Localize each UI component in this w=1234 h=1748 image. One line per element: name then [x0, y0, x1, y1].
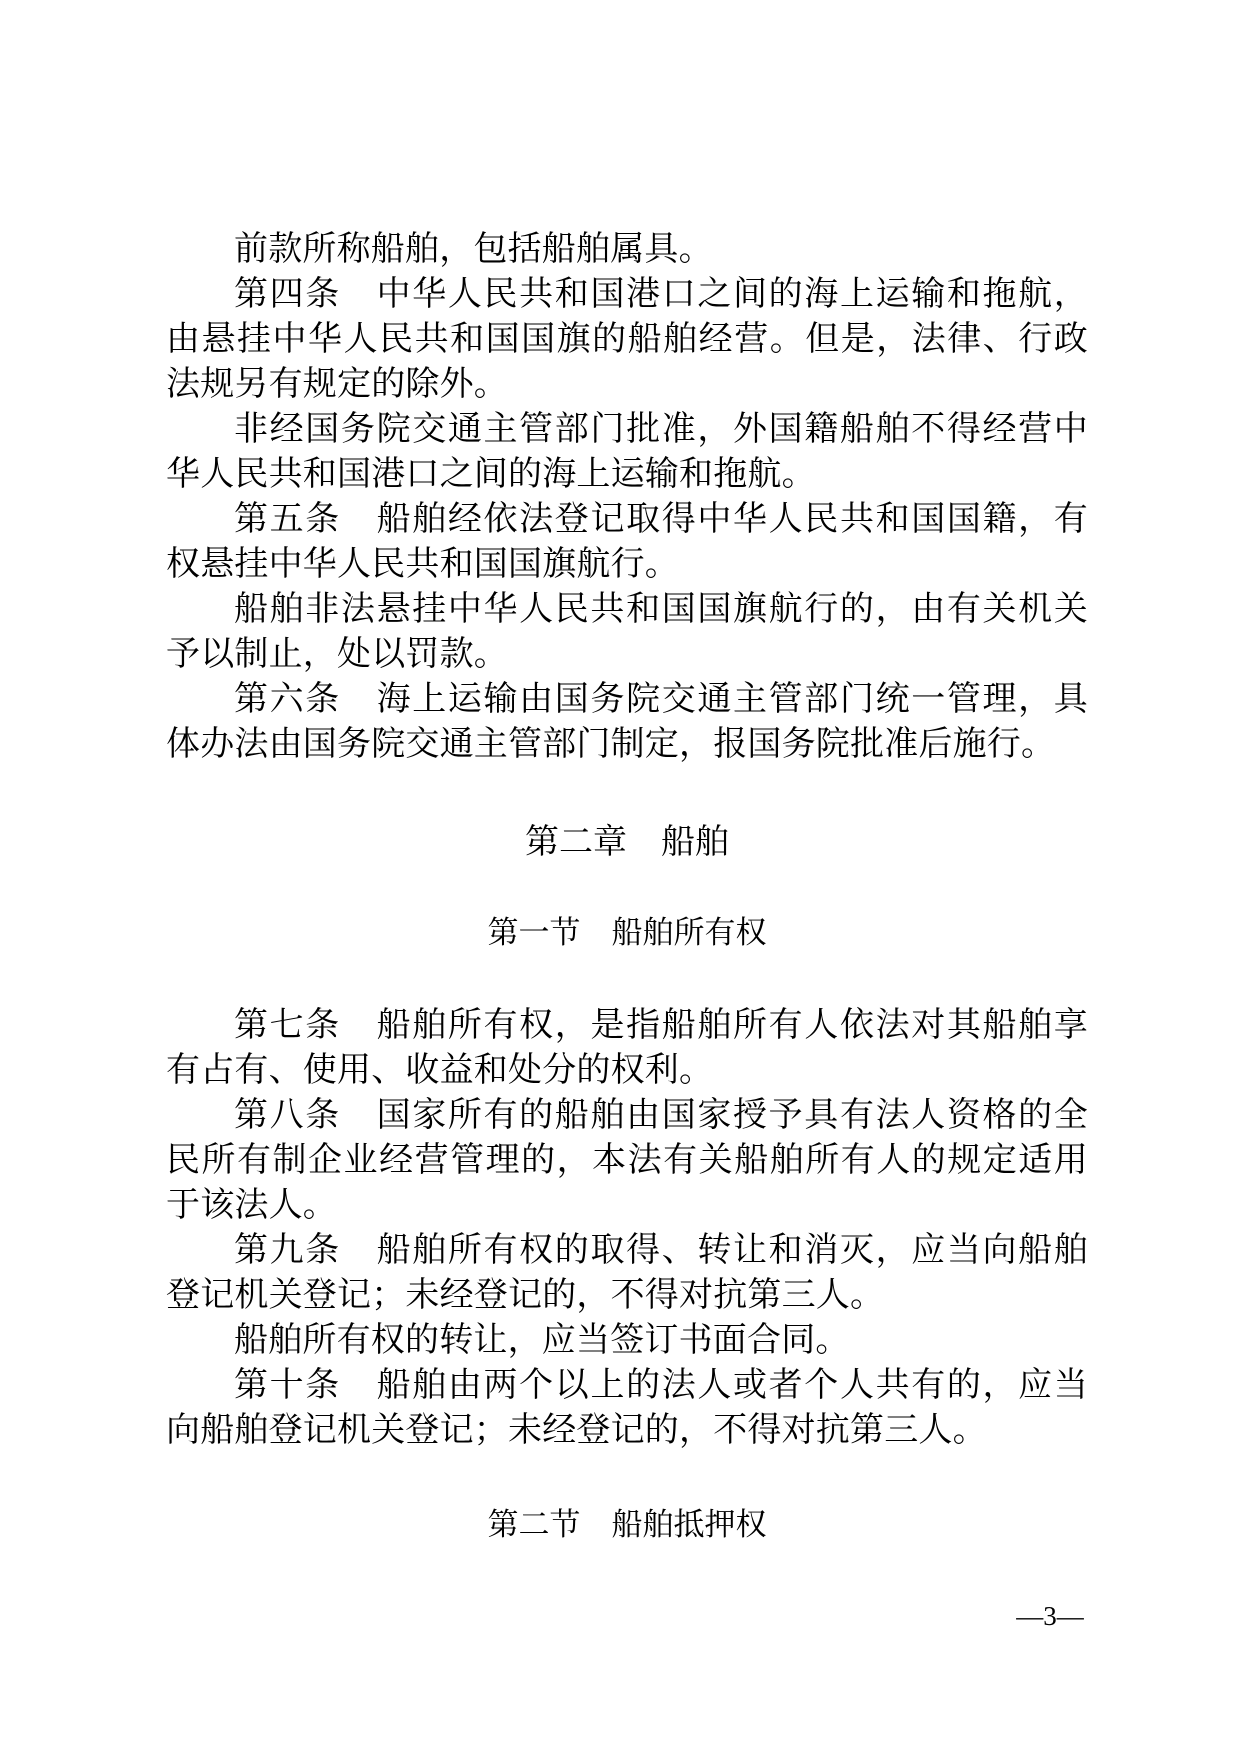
paragraph-text: 中华人民共和国港口之间的海上运输和拖航，由悬挂中华人民共和国国旗的船舶经营。但是，法律、行政法规另有规定的除外。 — [166, 274, 1089, 404]
paragraph-text: 船舶所有权的转让，应当签订书面合同。 — [234, 1320, 850, 1360]
body-text-group-1 — [166, 227, 1088, 767]
section-heading: 第一节 船舶所有权 — [487, 915, 767, 951]
article-9 — [166, 1228, 1088, 1318]
article-7 — [166, 1003, 1088, 1093]
article-4 — [166, 272, 1088, 407]
paragraph-text: 非经国务院交通主管部门批准，外国籍船舶不得经营中华人民共和国港口之间的海上运输和拖航。 — [166, 409, 1088, 494]
page-number: —3— — [1016, 1601, 1084, 1631]
paragraph-text: 船舶由两个以上的法人或者个人共有的，应当向船舶登记机关登记；未经登记的，不得对抗第三人。 — [166, 1365, 1089, 1450]
paragraph-text: 前款所称船舶，包括船舶属具。 — [234, 229, 713, 269]
paragraph-text: 船舶非法悬挂中华人民共和国国旗航行的，由有关机关予以制止，处以罚款。 — [166, 589, 1088, 674]
paragraph-text: 海上运输由国务院交通主管部门统一管理，具体办法由国务院交通主管部门制定，报国务院批准后施行。 — [166, 679, 1089, 764]
body-text-group-2 — [166, 1003, 1088, 1453]
article-number: 第八条 — [234, 1095, 341, 1135]
article-number: 第十条 — [234, 1365, 341, 1405]
paragraph-text: 国家所有的船舶由国家授予具有法人资格的全民所有制企业经营管理的，本法有关船舶所有人的规定适用于该法人。 — [166, 1095, 1089, 1225]
article-10 — [166, 1363, 1088, 1453]
paragraph — [166, 407, 1088, 497]
article-number: 第四条 — [234, 274, 341, 314]
article-6 — [166, 677, 1088, 767]
article-number: 第七条 — [234, 1005, 341, 1045]
paragraph — [166, 587, 1088, 677]
section-heading: 第二节 船舶抵押权 — [487, 1507, 767, 1543]
chapter-heading: 第二章 船舶 — [525, 822, 729, 862]
paragraph-text: 船舶所有权，是指船舶所有人依法对其船舶享有占有、使用、收益和处分的权利。 — [166, 1005, 1089, 1090]
article-number: 第六条 — [234, 679, 341, 719]
article-8 — [166, 1093, 1088, 1228]
paragraph — [166, 1318, 1088, 1363]
paragraph — [166, 227, 1088, 272]
article-number: 第五条 — [234, 499, 341, 539]
paragraph-text: 船舶所有权的取得、转让和消灭，应当向船舶登记机关登记；未经登记的，不得对抗第三人。 — [166, 1230, 1089, 1315]
article-5 — [166, 497, 1088, 587]
paragraph-text: 船舶经依法登记取得中华人民共和国国籍，有权悬挂中华人民共和国国旗航行。 — [166, 499, 1089, 584]
article-number: 第九条 — [234, 1230, 341, 1270]
